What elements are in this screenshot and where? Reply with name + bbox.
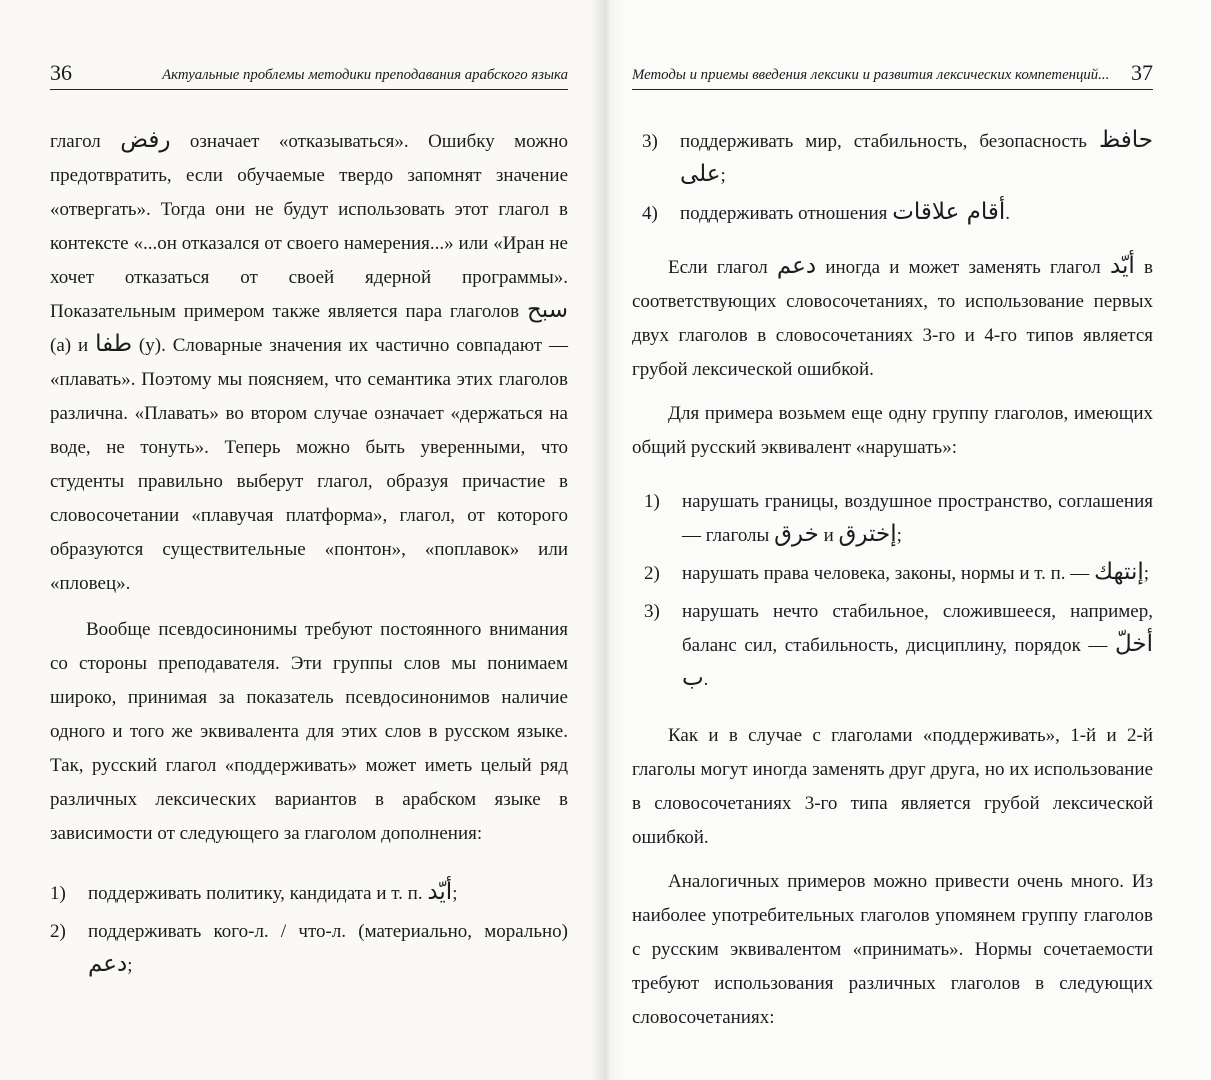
list-number: 3) [644, 601, 660, 622]
arabic-word: أيّد [1109, 253, 1135, 279]
list-text: нарушать границы, воздушное пространство, соглашения — глаголы [682, 491, 1153, 546]
left-running-title: Актуальные проблемы методики преподавания арабского языка [162, 67, 568, 83]
arabic-word: أخلّ ب [682, 631, 1153, 691]
list-end: ; [720, 165, 726, 186]
arabic-word: أقام علاقات [892, 199, 1006, 225]
text-run: означает «отказываться». Ошибку можно предотвратить, если обучаемые твердо запомнят значение «отвергать». Тогда они не будут использовать этот глагол в контексте «...он отказался от своего намерения...» или «Иран не хочет отказаться от своей ядерной программы». Показательным примером также является пара глаголов [50, 131, 568, 322]
right-page-body [632, 125, 1153, 1035]
arabic-word: دعم [88, 951, 128, 977]
list-number: 2) [644, 563, 660, 584]
arabic-word: أيّد [427, 879, 453, 905]
left-page-header [50, 54, 568, 90]
list-end: ; [1143, 563, 1150, 584]
text-run: (а) и [50, 335, 96, 356]
list-text: поддерживать отношения [680, 203, 893, 224]
left-page-number: 36 [50, 60, 72, 85]
list-end: . [1005, 203, 1010, 224]
arabic-word: حافظ على [680, 127, 1153, 187]
text-run: глагол [50, 131, 121, 152]
arabic-word: رفض [120, 127, 171, 153]
list-item [642, 125, 1153, 193]
right-page [606, 0, 1211, 1080]
list-end: ; [896, 525, 902, 546]
text-run: (у). Словарные значения их частично совпадают — «плавать». Поэтому мы поясняем, что семантика этих глаголов различна. «Плавать» во втором случае означает «держаться на воде, не тонуть». Теперь можно быть уверенными, что студенты правильно выберут глагол, образуя причастие в словосочетании «плавучая платформа», глагол, от которого образуются существительные «понтон», «поплавок» или «пловец». [50, 335, 568, 594]
left-paragraph-2: Вообще псевдосинонимы требуют постоянного внимания со стороны преподавателя. Эти группы слов мы понимаем широко, принимая за показатель псевдосинонимов наличие одного и того же эквивалента для этих слов в русском языке. Так, русский глагол «поддерживать» может иметь целый ряд различных лексических вариантов в арабском языке в зависимости от следующего за глаголом дополнения: [50, 619, 568, 844]
list-end: ; [452, 883, 458, 904]
book-gutter-shadow [590, 0, 624, 1080]
list-item [50, 915, 568, 983]
text-run: Если глагол [668, 257, 777, 278]
list-text: поддерживать кого-л. / что-л. (материально, морально) [88, 921, 568, 942]
list-number: 1) [50, 883, 66, 904]
arabic-word: خرق [774, 521, 819, 547]
arabic-word: طفا [95, 331, 133, 357]
list-end: ; [127, 955, 133, 976]
list-number: 1) [644, 491, 660, 512]
right-paragraph-2: Для примера возьмем еще одну группу глаголов, имеющих общий русский эквивалент «нарушать»: [632, 403, 1153, 458]
right-paragraph-1 [632, 251, 1153, 387]
list-number: 3) [642, 131, 658, 152]
left-paragraph-1 [50, 125, 568, 601]
right-page-number: 37 [1131, 60, 1153, 85]
list-end: . [703, 669, 709, 690]
list-item [644, 485, 1153, 553]
arabic-word: إخترق [838, 521, 897, 547]
right-paragraph-3: Как и в случае с глаголами «поддерживать», 1-й и 2-й глаголы могут иногда заменять друг друга, но их использование в словосочетаниях 3-го типа является грубой лексической ошибкой. [632, 725, 1153, 848]
list-item [642, 197, 1153, 231]
list-number: 4) [642, 203, 658, 224]
list-item [50, 877, 568, 911]
list-number: 2) [50, 921, 66, 942]
list-text: поддерживать политику, кандидата и т. п. [88, 883, 428, 904]
list-text: нарушать нечто стабильное, сложившееся, например, баланс сил, стабильность, дисциплину, порядок — [682, 601, 1153, 656]
list-item [644, 595, 1153, 697]
right-paragraph-4: Аналогичных примеров можно привести очень много. Из наиболее употребительных глаголов упомянем группу глаголов с русским эквивалентом «принимать». Нормы сочетаемости требуют использования различных глаголов в следующих словосочетаниях: [632, 871, 1153, 1028]
arabic-word: إنتهك [1094, 559, 1144, 585]
arabic-word: دعم [776, 253, 817, 279]
list-text: поддерживать мир, стабильность, безопасность [680, 131, 1099, 152]
right-running-title: Методы и приемы введения лексики и развития лексических компетенций... [632, 67, 1110, 83]
left-page-body [50, 125, 568, 983]
text-run: иногда и может заменять глагол [816, 257, 1110, 278]
list-text: и [818, 525, 839, 546]
arabic-word: سبح [526, 297, 568, 323]
list-text: нарушать права человека, законы, нормы и т. п. — [682, 563, 1095, 584]
text-run: в соответствующих словосочетаниях, то использование первых двух глаголов в словосочетаниях 3-го и 4-го типов является грубой лексической ошибкой. [632, 257, 1153, 380]
right-page-header [632, 54, 1153, 90]
list-item [644, 557, 1153, 591]
